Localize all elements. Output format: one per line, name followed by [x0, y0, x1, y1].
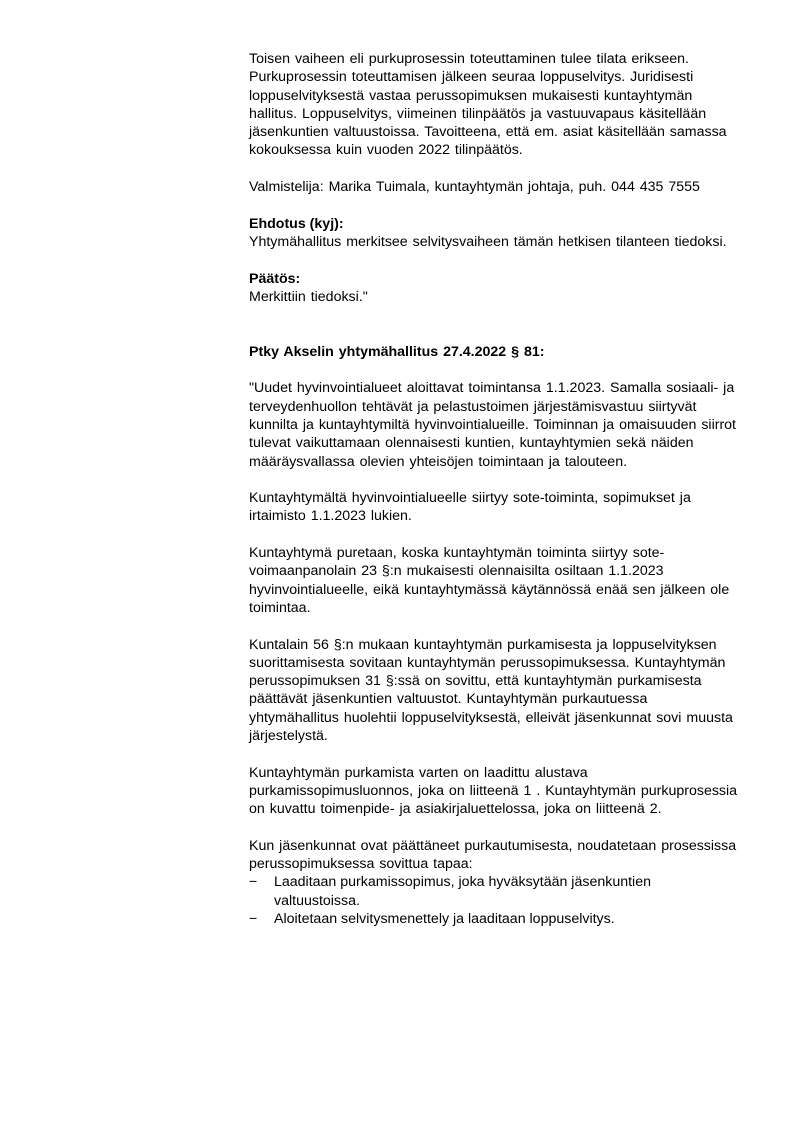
- proposal-text: Yhtymähallitus merkitsee selvitysvaiheen tämän hetkisen tilanteen tiedoksi.: [249, 233, 727, 250]
- section-paragraph: Kuntayhtymältä hyvinvointialueelle siirtyy sote-toiminta, sopimukset ja irtaimisto 1.1.2023 lukien.: [249, 490, 691, 525]
- intro-paragraph: Toisen vaiheen eli purkuprosessin toteuttaminen tulee tilata erikseen. Purkuprosessin toteuttamisen jälkeen seuraa loppuselvitys. Juridisesti loppuselvityksestä vastaa perussopimuksen mukaisesti kuntayhtymän hallitus. Loppuselvitys, viimeinen tilinpäätös ja vastuuvapaus käsitellään jäsenkuntien valtuustoissa. Tavoitteena, että em. asiat käsitellään samassa kokouksessa kuin vuoden 2022 tilinpäätös.: [249, 51, 727, 159]
- list-item-text: Aloitetaan selvitysmenettely ja laaditaan loppuselvitys.: [274, 910, 615, 927]
- dash-bullet-icon: −: [249, 910, 258, 927]
- section-paragraph: "Uudet hyvinvointialueet aloittavat toimintansa 1.1.2023. Samalla sosiaali- ja terveydenhuollon tehtävät ja pelastustoimen järjestämisvastuu siirtyvät kunnilta ja kuntayhtymiltä hyvinvointialueille. Toiminnan ja omaisuuden siirrot tulevat vaikuttamaan olennaisesti kuntien, kuntayhtymien sekä näiden määräysvallassa olevien yhteisöjen toimintaan ja talouteen.: [249, 380, 736, 470]
- decision-text: Merkittiin tiedoksi.": [249, 288, 368, 305]
- section-spacer: [249, 306, 739, 343]
- section-paragraph: Kuntayhtymä puretaan, koska kuntayhtymän toiminta siirtyy sote-voimaanpanolain 23 §:n mukaisesti olennaisilta osiltaan 1.1.2023 hyvinvointialueelle, eikä kuntayhtymässä käytännössä enää sen jälkeen ole toimintaa.: [249, 545, 730, 616]
- process-bullet-list: [249, 873, 739, 928]
- document-page: [249, 50, 739, 928]
- section-paragraph: Kun jäsenkunnat ovat päättäneet purkautumisesta, noudatetaan prosessissa perussopimuksessa sovittua tapaa:: [249, 837, 737, 873]
- list-item-text: Laaditaan purkamissopimus, joka hyväksytään jäsenkuntien valtuustoissa.: [274, 874, 651, 909]
- dash-bullet-icon: −: [249, 874, 258, 891]
- section-heading: Ptky Akselin yhtymähallitus 27.4.2022 § 81:: [249, 343, 545, 360]
- section-paragraph: Kuntayhtymän purkamista varten on laadittu alustava purkamissopimusluonnos, joka on liitteenä 1 . Kuntayhtymän purkuprosessia on kuvattu toimenpide- ja asiakirjaluettelossa, joka on liitteenä 2.: [249, 764, 738, 818]
- preparer-line: Valmistelija: Marika Tuimala, kuntayhtymän johtaja, puh. 044 435 7555: [249, 179, 700, 196]
- section-paragraph: Kuntalain 56 §:n mukaan kuntayhtymän purkamisesta ja loppuselvityksen suorittamisesta sovitaan kuntayhtymän perussopimuksessa. Kuntayhtymän perussopimuksen 31 §:ssä on sovittu, että kuntayhtymän purkamisesta päättävät jäsenkuntien valtuustot. Kuntayhtymän purkautuessa yhtymähallitus huolehtii loppuselvityksestä, elleivät jäsenkunnat sovi muusta järjestelystä.: [249, 636, 733, 744]
- list-item: [249, 910, 739, 928]
- list-item: [249, 873, 739, 910]
- decision-heading: Päätös:: [249, 270, 301, 287]
- proposal-heading: Ehdotus (kyj):: [249, 215, 344, 232]
